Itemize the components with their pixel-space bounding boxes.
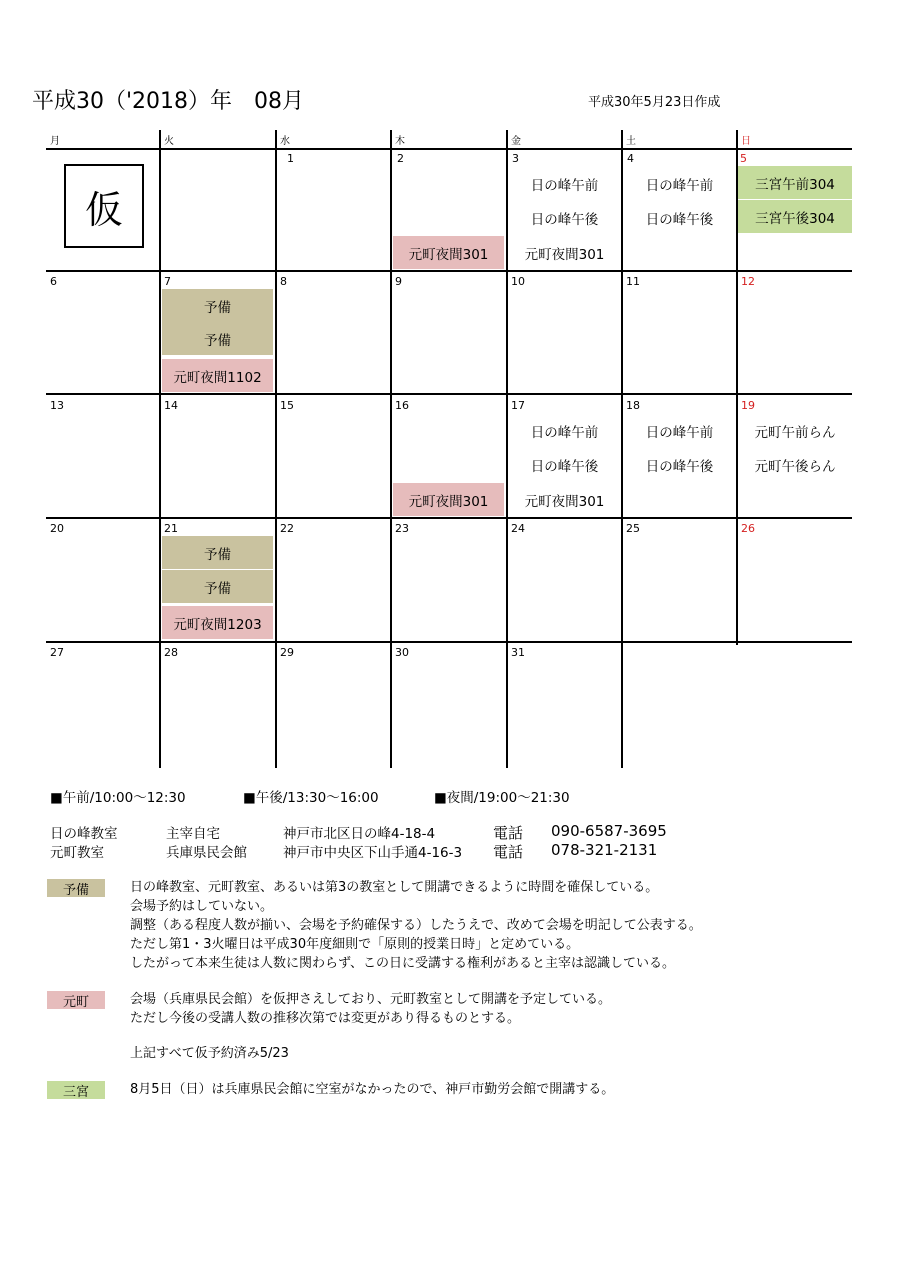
page-title: 平成30（'2018）年 08月 [32,89,305,114]
calendar-grid [46,130,852,768]
classroom-name: 元町教室 [50,845,104,861]
day-number: 27 [50,646,64,659]
legend-morning: ■午前/10:00～12:30 [50,790,186,806]
weekday-sun: 日 [741,136,751,147]
note-line: 会場（兵庫県民会館）を仮押さえしており、元町教室として開講を予定している。 [130,992,612,1007]
day-number: 12 [741,275,755,288]
day-number: 10 [511,275,525,288]
grid-line [506,130,508,768]
event-morning: 日の峰午前 [645,424,714,441]
day-number: 24 [511,522,525,535]
event-afternoon: 日の峰午後 [645,458,714,475]
weekday-sat: 土 [626,136,636,147]
event-evening: 元町夜間301 [524,246,605,263]
weekday-mon: 月 [50,136,60,147]
event-morning: 予備 [162,536,273,569]
note-sannomiya: 8月5日（日）は兵庫県民会館に空室がなかったので、神戸市勤労会館で開講する。 [130,1082,615,1097]
day-number: 30 [395,646,409,659]
classroom-name: 日の峰教室 [50,826,118,842]
event-morning: 予備 [162,289,273,322]
classroom-owner: 兵庫県民会館 [166,845,247,861]
event-morning: 日の峰午前 [530,424,599,441]
day-number: 22 [280,522,294,535]
event-afternoon: 予備 [162,322,273,355]
event-evening: 元町夜間1203 [162,606,273,639]
day-number: 16 [395,399,409,412]
day-number: 2 [397,152,404,165]
grid-line [46,517,852,519]
day-number: 21 [164,522,178,535]
legend-evening: ■夜間/19:00～21:30 [434,790,570,806]
day-number: 18 [626,399,640,412]
day-number: 4 [627,152,634,165]
note-line: 調整（ある程度人数が揃い、会場を予約確保する）したうえで、改めて会場を明記して公表する。 [130,918,702,933]
classroom-owner: 主宰自宅 [166,826,220,842]
note-yobi [130,878,702,973]
grid-line [621,130,623,768]
day-number: 6 [50,275,57,288]
event-afternoon: 日の峰午後 [530,211,599,228]
grid-line [46,270,852,272]
classroom-address: 神戸市中央区下山手通4-16-3 [283,845,463,861]
tag-yobi: 予備 [47,879,105,897]
event-evening: 元町夜間1102 [162,359,273,392]
created-date: 平成30年5月23日作成 [588,95,721,110]
day-number: 15 [280,399,294,412]
phone-label: 電話 [493,824,524,842]
day-number: 13 [50,399,64,412]
event-evening: 元町夜間301 [524,493,605,510]
grid-line [390,130,392,768]
weekday-wed: 水 [280,136,290,147]
event-afternoon: 予備 [162,570,273,603]
day-number: 11 [626,275,640,288]
event-afternoon: 元町午後らん [754,458,836,475]
phone-label: 電話 [493,843,524,861]
provisional-stamp: 仮 [64,164,144,248]
day-number: 14 [164,399,178,412]
phone-number: 078-321-2131 [551,841,658,859]
day-number: 9 [395,275,402,288]
event-evening: 元町夜間301 [393,483,504,516]
day-number: 7 [164,275,171,288]
day-number: 19 [741,399,755,412]
event-afternoon: 日の峰午後 [530,458,599,475]
grid-line [275,130,277,768]
day-number: 3 [512,152,519,165]
day-number: 20 [50,522,64,535]
tag-sannomiya: 三宮 [47,1081,105,1099]
phone-number: 090-6587-3695 [551,822,667,840]
grid-line [46,393,852,395]
event-afternoon: 日の峰午後 [645,211,714,228]
day-number: 28 [164,646,178,659]
weekday-tue: 火 [164,136,174,147]
day-number: 31 [511,646,525,659]
note-reserved: 上記すべて仮予約済み5/23 [130,1046,289,1061]
tag-motomachi: 元町 [47,991,105,1009]
grid-line [46,148,852,150]
note-line: 会場予約はしていない。 [130,899,274,914]
day-number: 23 [395,522,409,535]
day-number: 26 [741,522,755,535]
weekday-fri: 金 [511,136,521,147]
note-line: したがって本来生徒は人数に関わらず、この日に受講する権利があると主宰は認識している。 [130,956,675,971]
note-line: ただし第1・3火曜日は平成30年度細則で「原則的授業日時」と定めている。 [130,937,580,952]
legend-afternoon: ■午後/13:30～16:00 [243,790,379,806]
day-number: 5 [740,152,747,165]
event-morning: 元町午前らん [754,424,836,441]
day-number: 8 [280,275,287,288]
grid-line [46,641,852,643]
note-motomachi [130,990,611,1028]
day-number: 1 [287,152,294,165]
note-line: 日の峰教室、元町教室、あるいは第3の教室として開講できるように時間を確保している。 [130,880,659,895]
event-morning: 日の峰午前 [530,177,599,194]
event-morning: 三宮午前304 [738,166,852,199]
event-evening: 元町夜間301 [393,236,504,269]
day-number: 25 [626,522,640,535]
note-line: ただし今後の受講人数の推移次第では変更があり得るものとする。 [130,1011,521,1026]
classroom-address: 神戸市北区日の峰4-18-4 [283,826,436,842]
event-afternoon: 三宮午後304 [738,200,852,233]
day-number: 29 [280,646,294,659]
weekday-thu: 木 [395,136,405,147]
grid-line [159,130,161,768]
event-morning: 日の峰午前 [645,177,714,194]
day-number: 17 [511,399,525,412]
